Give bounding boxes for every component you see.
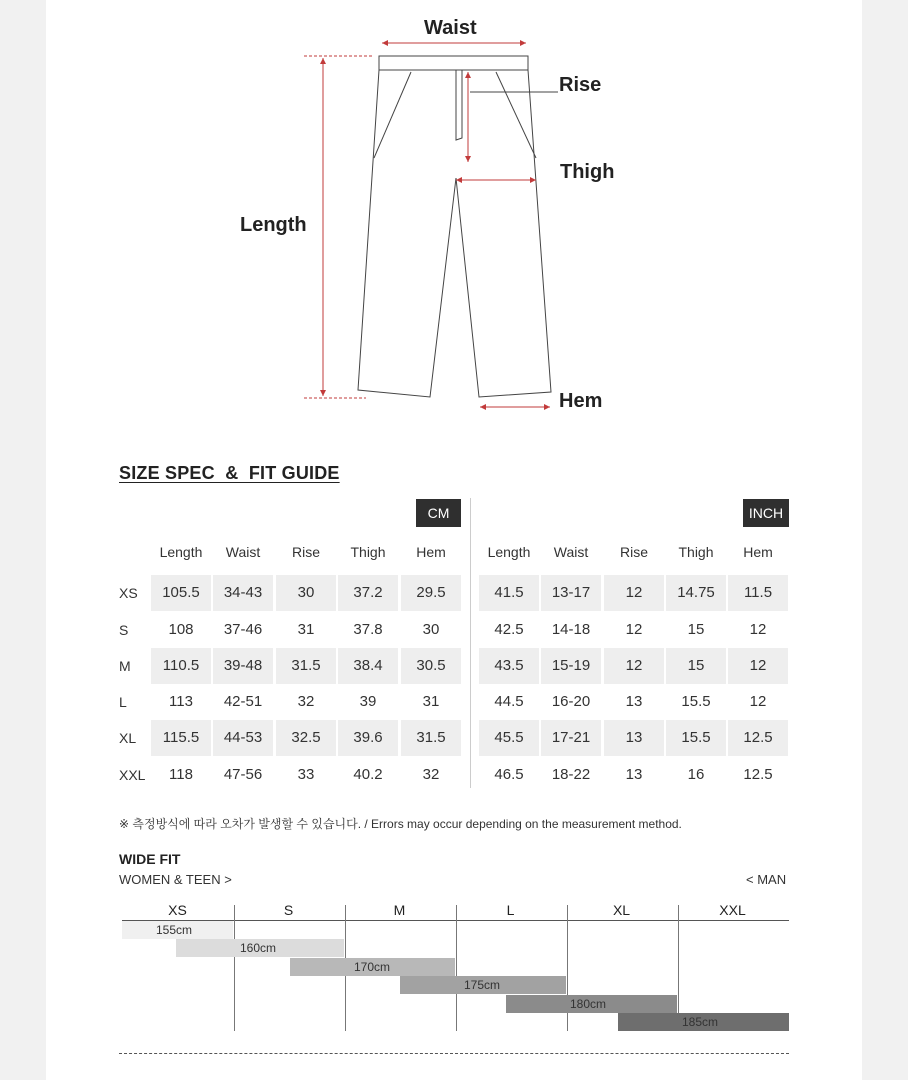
table-cell: 39.6 <box>338 720 398 756</box>
table-cell: 13 <box>625 693 643 710</box>
wide-fit-size-label: L <box>506 902 515 918</box>
table-cell: 32 <box>422 766 440 783</box>
height-range-bar <box>506 995 677 1013</box>
table-cell: 15.5 <box>681 693 711 710</box>
table-cell: 115.5 <box>151 720 211 756</box>
table-cell: 37-46 <box>223 621 263 638</box>
table-cell: 13 <box>625 766 643 783</box>
height-range-label: 155cm <box>156 923 193 937</box>
size-row-label: XXL <box>119 767 146 783</box>
table-cell: 44.5 <box>494 693 524 710</box>
wide-fit-column-divider <box>456 905 457 1031</box>
table-cell: 29.5 <box>401 575 461 611</box>
table-cell: 12.5 <box>743 766 773 783</box>
height-range-label: 160cm <box>240 941 277 955</box>
table-cell: 31 <box>297 621 315 638</box>
height-range-bar <box>618 1013 789 1031</box>
waist-label: Waist <box>424 17 477 39</box>
height-range-label: 185cm <box>682 1015 719 1029</box>
table-cell: 44-53 <box>213 720 273 756</box>
bottom-dashed-divider <box>119 1053 789 1054</box>
wide-fit-size-label: XL <box>612 902 631 918</box>
cm-unit-badge: CM <box>416 499 461 527</box>
table-cell: 13-17 <box>541 575 601 611</box>
table-cell: 31 <box>422 693 440 710</box>
measurement-note: ※ 측정방식에 따라 오차가 발생할 수 있습니다. / Errors may occur depending on the measurement method. <box>119 817 682 831</box>
height-range-label: 180cm <box>570 997 607 1011</box>
wide-fit-size-label: M <box>393 902 406 918</box>
table-cell: 32 <box>297 693 315 710</box>
wide-fit-size-label: XXL <box>719 902 746 918</box>
cm-col-header-thigh: Thigh <box>350 544 386 560</box>
wide-fit-column-divider <box>234 905 235 1031</box>
table-cell: 15-19 <box>541 648 601 684</box>
inch-col-header-length: Length <box>487 544 531 560</box>
table-cell: 46.5 <box>494 766 524 783</box>
size-row-label: XS <box>119 585 138 601</box>
cm-col-header-rise: Rise <box>291 544 320 560</box>
table-cell: 33 <box>297 766 315 783</box>
table-cell: 42.5 <box>494 621 524 638</box>
table-cell: 16-20 <box>551 693 591 710</box>
wide-fit-title: WIDE FIT <box>119 851 181 867</box>
table-cell: 30 <box>422 621 440 638</box>
inch-col-header-waist: Waist <box>553 544 589 560</box>
table-cell: 31.5 <box>276 648 336 684</box>
table-cell: 14-18 <box>551 621 591 638</box>
pants-measurement-diagram <box>46 0 862 440</box>
wide-fit-size-label: XS <box>168 902 187 918</box>
wide-fit-size-label: S <box>283 902 294 918</box>
size-spec-title: SIZE SPEC & FIT GUIDE <box>119 463 340 483</box>
table-cell: 37.8 <box>353 621 383 638</box>
height-range-bar <box>176 939 344 957</box>
table-cell: 15.5 <box>666 720 726 756</box>
table-cell: 18-22 <box>551 766 591 783</box>
table-cell: 45.5 <box>479 720 539 756</box>
table-cell: 39 <box>359 693 377 710</box>
table-cell: 47-56 <box>223 766 263 783</box>
inch-unit-badge: INCH <box>743 499 789 527</box>
hem-label: Hem <box>559 390 603 412</box>
table-cell: 40.2 <box>353 766 383 783</box>
table-cell: 16 <box>687 766 705 783</box>
table-cell: 12 <box>749 693 767 710</box>
table-cell: 11.5 <box>728 575 788 611</box>
height-range-bar <box>290 958 455 976</box>
height-range-label: 170cm <box>354 960 391 974</box>
height-range-bar <box>122 921 233 939</box>
rise-label: Rise <box>559 74 602 96</box>
table-cell: 42-51 <box>223 693 263 710</box>
height-range-bar <box>400 976 566 994</box>
table-cell: 105.5 <box>151 575 211 611</box>
table-cell: 108 <box>168 621 194 638</box>
table-cell: 12 <box>604 648 664 684</box>
table-cell: 15 <box>666 648 726 684</box>
table-cell: 31.5 <box>401 720 461 756</box>
women-teen-label: WOMEN & TEEN > <box>119 872 232 887</box>
inch-col-header-thigh: Thigh <box>678 544 714 560</box>
table-cell: 37.2 <box>338 575 398 611</box>
cm-col-header-hem: Hem <box>416 544 446 560</box>
table-cell: 12 <box>749 621 767 638</box>
table-cell: 13 <box>604 720 664 756</box>
table-divider <box>470 498 471 788</box>
table-cell: 30.5 <box>401 648 461 684</box>
table-cell: 39-48 <box>213 648 273 684</box>
cm-col-header-waist: Waist <box>225 544 261 560</box>
table-cell: 41.5 <box>479 575 539 611</box>
table-cell: 12.5 <box>728 720 788 756</box>
cm-col-header-length: Length <box>159 544 203 560</box>
table-cell: 118 <box>169 766 193 783</box>
table-cell: 110.5 <box>151 648 211 684</box>
inch-col-header-rise: Rise <box>619 544 648 560</box>
table-cell: 17-21 <box>541 720 601 756</box>
table-cell: 12 <box>604 575 664 611</box>
length-label: Length <box>240 214 307 236</box>
table-cell: 32.5 <box>276 720 336 756</box>
size-row-label: M <box>119 658 131 674</box>
size-row-label: S <box>119 622 129 638</box>
size-row-label: XL <box>119 730 137 746</box>
table-cell: 15 <box>687 621 705 638</box>
table-cell: 12 <box>625 621 643 638</box>
table-cell: 43.5 <box>479 648 539 684</box>
table-cell: 38.4 <box>338 648 398 684</box>
table-cell: 30 <box>276 575 336 611</box>
table-cell: 34-43 <box>213 575 273 611</box>
table-cell: 14.75 <box>666 575 726 611</box>
thigh-label: Thigh <box>560 161 615 183</box>
table-cell: 12 <box>728 648 788 684</box>
height-range-label: 175cm <box>464 978 501 992</box>
man-label: < MAN <box>746 872 787 887</box>
product-detail-page <box>46 0 862 1080</box>
inch-col-header-hem: Hem <box>743 544 773 560</box>
table-cell: 113 <box>169 693 193 710</box>
size-row-label: L <box>119 694 127 710</box>
